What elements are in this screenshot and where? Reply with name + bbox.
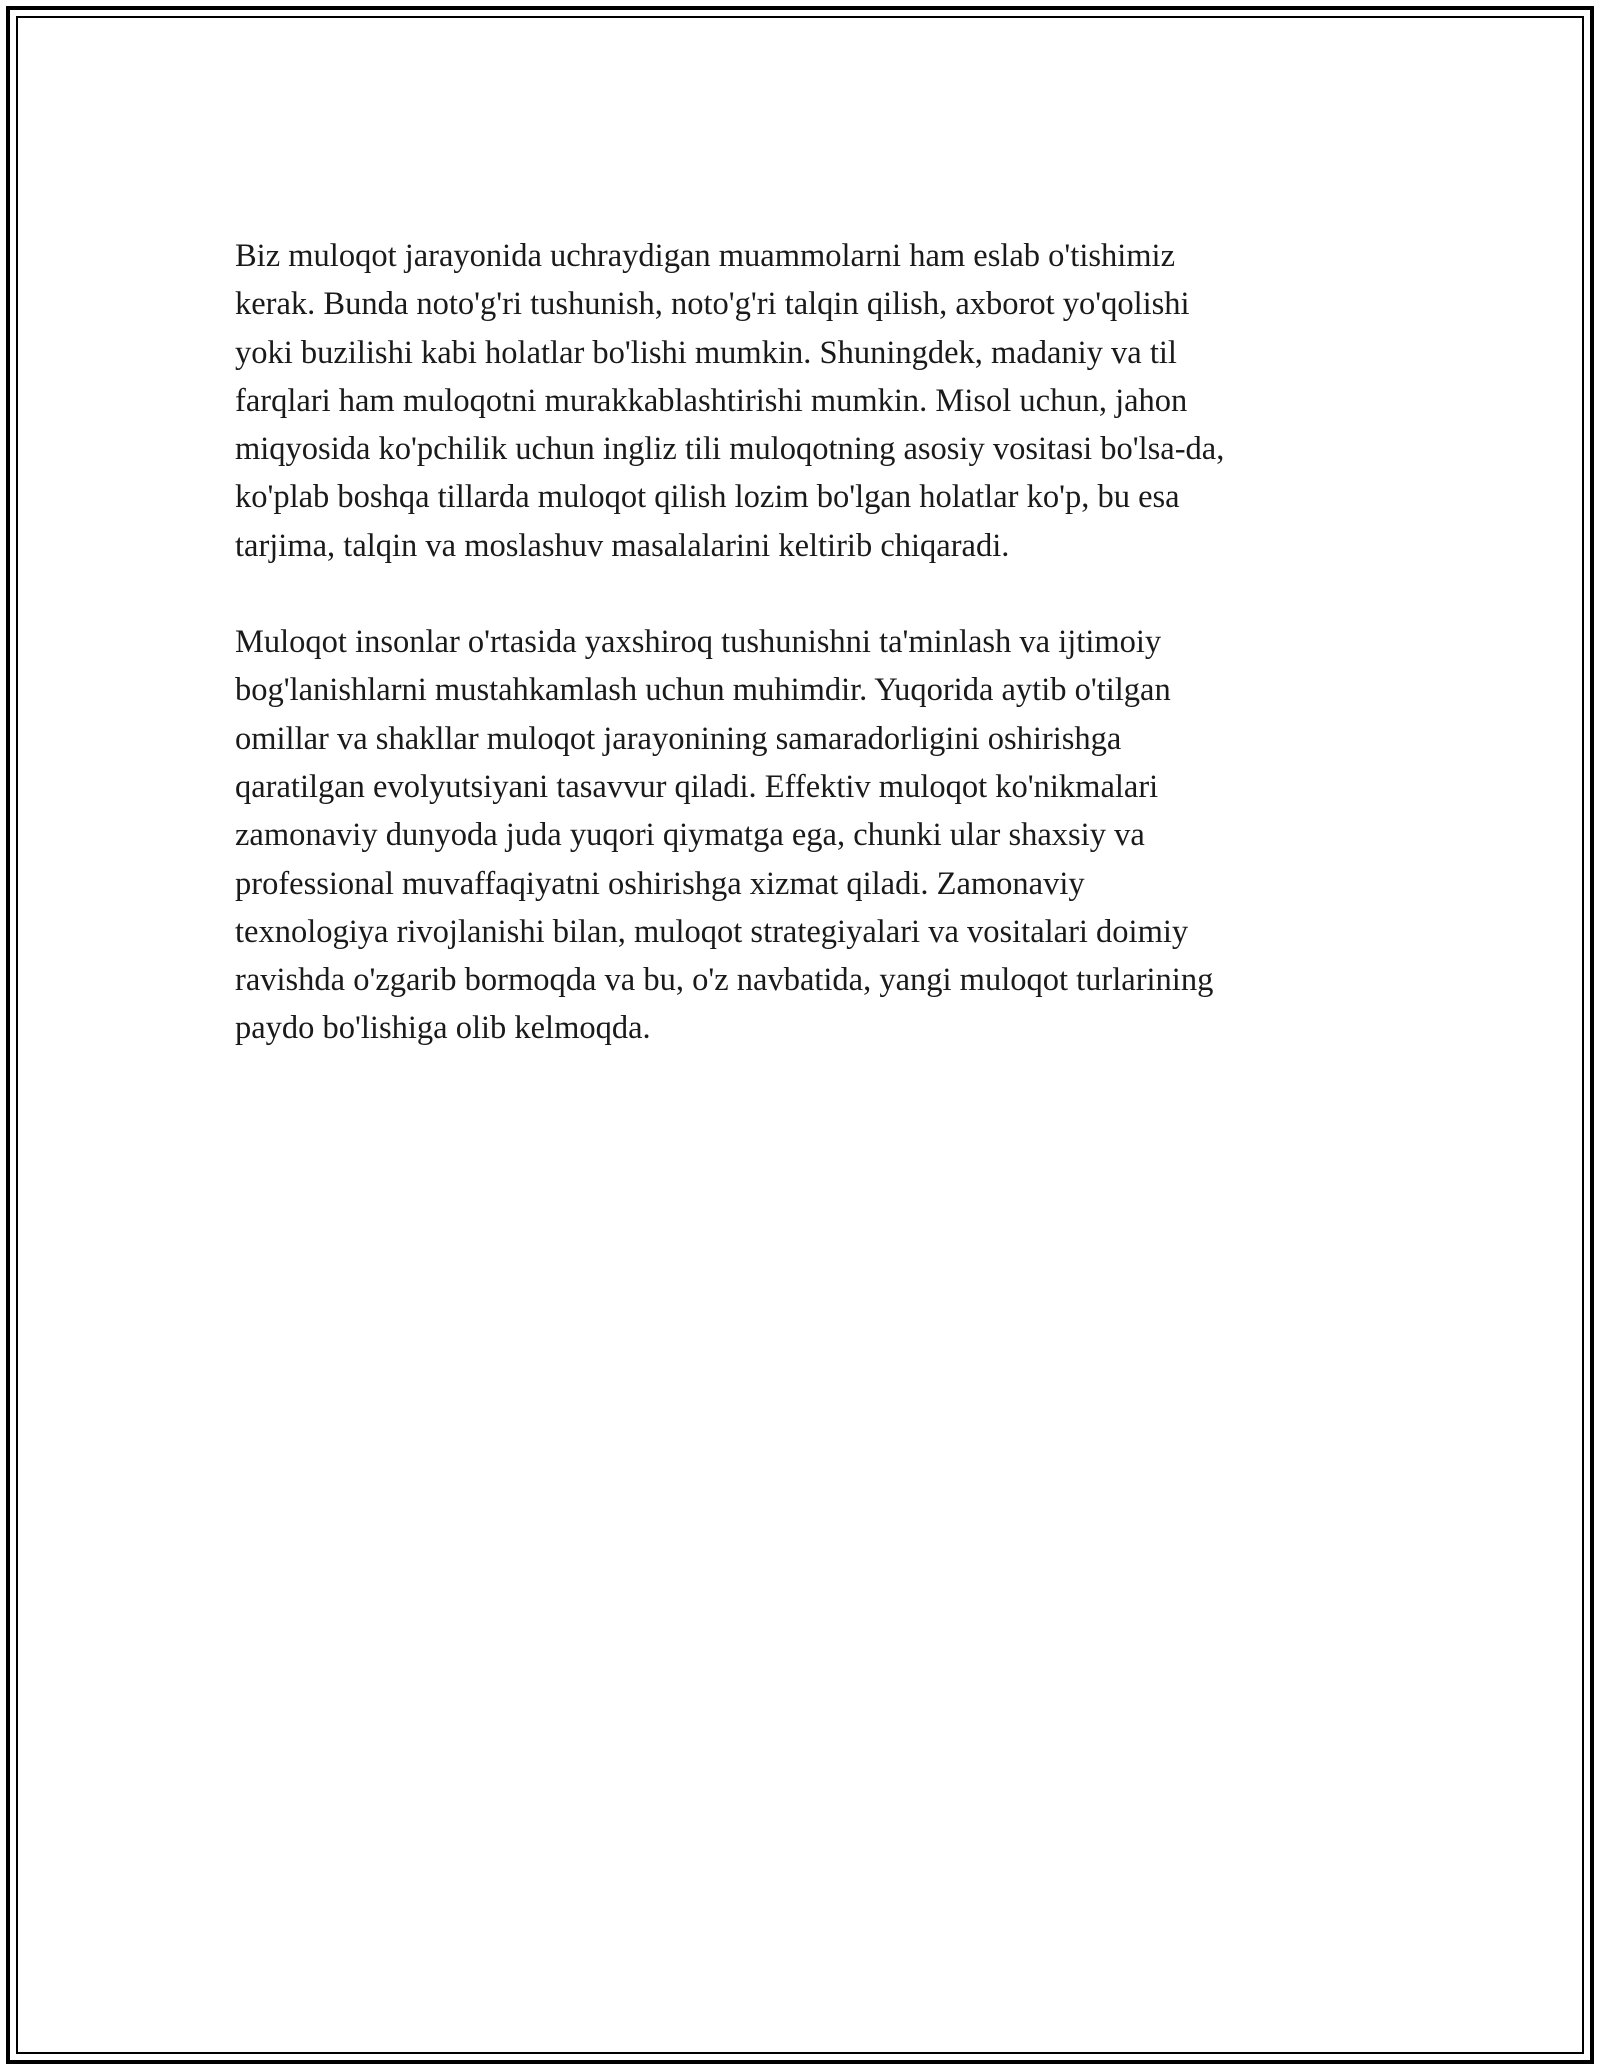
text-line: tarjima, talqin va moslashuv masalalarini keltirib chiqaradi.: [235, 527, 1010, 564]
text-line: ko'plab boshqa tillarda muloqot qilish lozim bo'lgan holatlar ko'p, bu esa: [235, 479, 1180, 516]
text-line: omillar va shakllar muloqot jarayonining samaradorligini oshirishga: [235, 720, 1122, 757]
text-line: Biz muloqot jarayonida uchraydigan muammolarni ham eslab o'tishimiz: [235, 238, 1176, 274]
text-line: zamonaviy dunyoda juda yuqori qiymatga ega, chunki ular shaxsiy va: [235, 817, 1145, 854]
text-line: bog'lanishlarni mustahkamlash uchun muhimdir. Yuqorida aytib o'tilgan: [235, 672, 1171, 709]
text-line: texnologiya rivojlanishi bilan, muloqot strategiyalari va vositalari doimiy: [235, 913, 1189, 950]
text-line: yoki buzilishi kabi holatlar bo'lishi mumkin. Shuningdek, madaniy va til: [235, 334, 1177, 371]
text-line: paydo bo'lishiga olib kelmoqda.: [235, 1010, 651, 1047]
text-line: miqyosida ko'pchilik uchun ingliz tili muloqotning asosiy vositasi bo'lsa-da,: [235, 431, 1225, 468]
paragraph-1: [235, 232, 1365, 570]
text-line: qaratilgan evolyutsiyani tasavvur qiladi. Effektiv muloqot ko'nikmalari: [235, 768, 1159, 805]
document-body: [235, 232, 1365, 1101]
paragraph-2: [235, 618, 1365, 1053]
text-line: kerak. Bunda noto'g'ri tushunish, noto'g'ri talqin qilish, axborot yo'qolishi: [235, 286, 1190, 323]
text-line: professional muvaffaqiyatni oshirishga xizmat qiladi. Zamonaviy: [235, 865, 1085, 902]
text-line: farqlari ham muloqotni murakkablashtirishi mumkin. Misol uchun, jahon: [235, 382, 1188, 419]
text-line: Muloqot insonlar o'rtasida yaxshiroq tushunishni ta'minlash va ijtimoiy: [235, 624, 1162, 661]
text-line: ravishda o'zgarib bormoqda va bu, o'z navbatida, yangi muloqot turlarining: [235, 962, 1214, 999]
